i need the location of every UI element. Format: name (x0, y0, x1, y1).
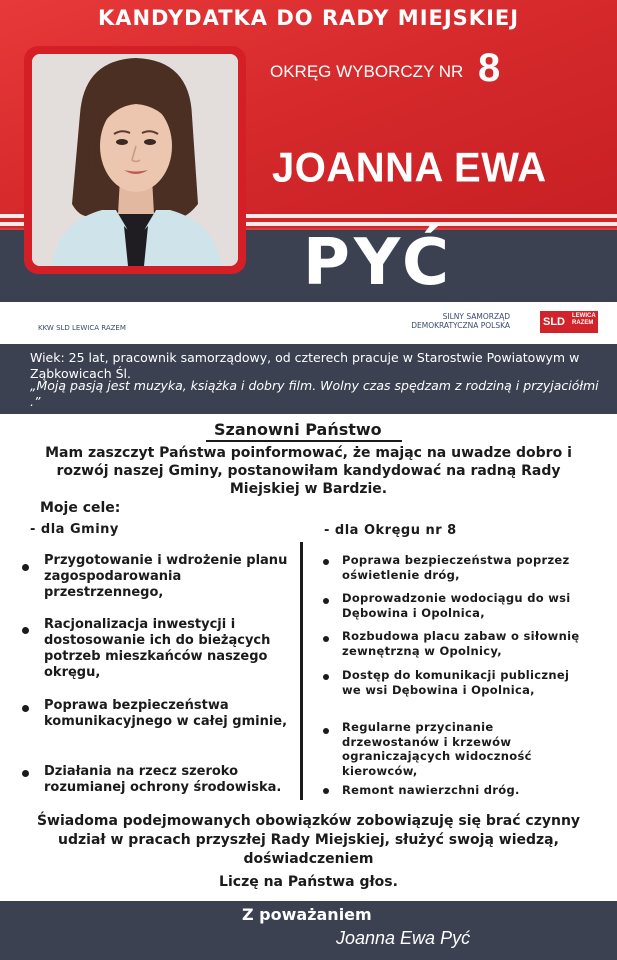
district-number: 8 (478, 46, 501, 90)
candidate-photo (32, 54, 238, 266)
kkw-label: KKW SLD LEWICA RAZEM (38, 324, 126, 332)
candidate-bio: Wiek: 25 lat, pracownik samorządowy, od czterech pracuje w Starostwie Powiatowym w Ząbkowicach Śl. (30, 350, 580, 381)
bullet (323, 559, 329, 565)
candidate-photo-frame (24, 46, 246, 274)
bullet (22, 564, 29, 571)
bullet (323, 636, 329, 642)
list-item: Poprawa bezpieczeństwa poprzez oświetlenie dróg, (342, 553, 570, 582)
list-item: Działania na rzecz szeroko rozumianej ochrony środowiska. (44, 764, 282, 795)
gmina-goals-heading: - dla Gminy (30, 522, 119, 537)
list-item: Dostęp do komunikacji publicznej we wsi Dębowina i Opolnica, (342, 668, 570, 697)
bullet (22, 770, 29, 777)
sld-sub-1: LEWICA (572, 313, 596, 319)
list-item: Regularne przycinanie drzewostanów i krzewów ograniczających widoczność kierowców, (342, 720, 532, 778)
greeting: Szanowni Państwo (214, 420, 382, 439)
bullet (323, 598, 329, 604)
logo-strip (0, 302, 617, 344)
candidate-motto: „Moją pasją jest muzyka, książka i dobry film. Wolny czas spędzam z rodziną i przyjaciółmi .” (30, 378, 599, 409)
list-item: Poprawa bezpieczeństwa komunikacyjnego w całej gminie, (44, 698, 288, 729)
closing-paragraph: Świadoma podejmowanych obowiązków zobowiązuję się brać czynny udział w pracach przyszłej Rady Miejskiej, służyć swoją wiedzą, doświadczeniem (36, 813, 581, 867)
bullet (323, 728, 329, 734)
district-label: OKRĘG WYBORCZY NR (270, 62, 464, 81)
list-item: Rozbudowa placu zabaw o siłownię zewnętrzną w Opolnicy, (342, 629, 580, 658)
bullet (323, 788, 329, 794)
intro-paragraph: Mam zaszczyt Państwa poinformować, że mając na uwadze dobro i rozwój naszej Gminy, postanowiłam kandydować na radną Rady Miejskiej w Bardzie. (45, 445, 572, 497)
okreg-goals-heading: - dla Okręgu nr 8 (324, 523, 457, 538)
list-item: Remont nawierzchni dróg. (342, 783, 520, 797)
column-divider (300, 542, 303, 800)
regards: Z poważaniem (242, 905, 372, 924)
candidate-first-names: JOANNA EWA (272, 144, 547, 192)
list-item: Przygotowanie i wdrożenie planu zagospodarowania przestrzennego, (44, 553, 288, 600)
bullet (323, 674, 329, 680)
sld-logo-subtext (572, 313, 596, 327)
bullet (22, 627, 29, 634)
signature: Joanna Ewa Pyć (336, 928, 471, 948)
sld-sub-2: RAZEM (572, 320, 594, 326)
bullet (22, 705, 29, 712)
silny-line-2: DEMOKRATYCZNA POLSKA (411, 321, 510, 330)
poster-title: KANDYDATKA DO RADY MIEJSKIEJ (97, 6, 520, 30)
greeting-underline (206, 440, 402, 442)
list-item: Doprowadzonie wodociągu do wsi Dębowina i Opolnica, (342, 591, 571, 620)
candidate-portrait-image (32, 54, 238, 266)
goals-label: Moje cele: (40, 500, 121, 516)
silny-samorzad-logo (364, 312, 510, 330)
candidate-surname: PYĆ (303, 226, 453, 300)
sld-logo-text: SLD (543, 316, 565, 328)
list-item: Racjonalizacja inwestycji i dostosowanie ich do bieżących potrzeb mieszkańców naszego okręgu, (44, 617, 271, 680)
silny-line-1: SILNY SAMORZĄD (442, 312, 510, 321)
vote-request: Liczę na Państwa głos. (219, 874, 398, 890)
